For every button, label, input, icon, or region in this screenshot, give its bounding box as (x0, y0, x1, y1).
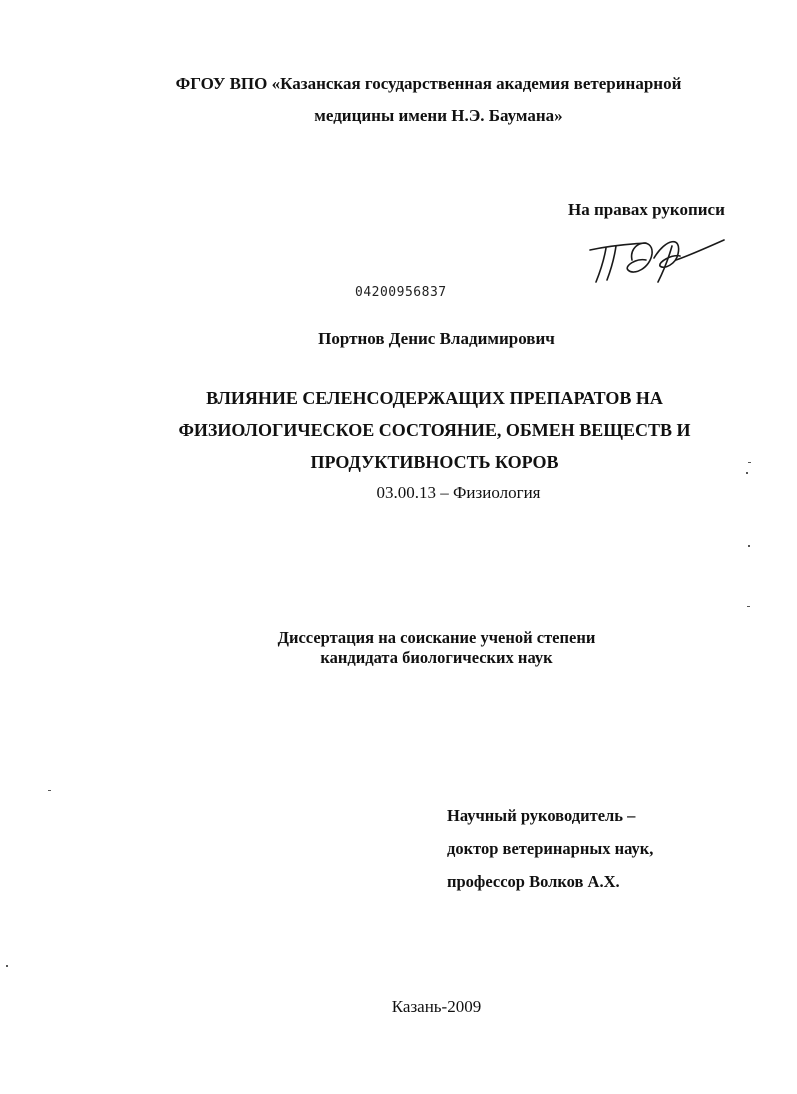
scan-speck (747, 606, 750, 607)
author-name: Портнов Денис Владимирович (318, 329, 555, 348)
scan-speck (748, 462, 751, 463)
dissertation-title-line-3: ПРОДУКТИВНОСТЬ КОРОВ (310, 452, 559, 472)
scan-speck (6, 965, 8, 967)
dissertation-title-line-2: ФИЗИОЛОГИЧЕСКОЕ СОСТОЯНИЕ, ОБМЕН ВЕЩЕСТВ И (178, 420, 691, 440)
manuscript-rights-note: На правах рукописи (568, 200, 725, 219)
registry-number: 04200956837 (355, 285, 447, 300)
degree-line-1: Диссертация на соискание ученой степени (277, 628, 596, 647)
supervisor-degree: доктор ветеринарных наук, (447, 839, 654, 858)
supervisor-role: Научный руководитель – (447, 806, 636, 825)
scan-speck (48, 790, 51, 791)
city-year: Казань-2009 (391, 997, 482, 1016)
scan-speck (746, 472, 748, 474)
institution-name-line-1: ФГОУ ВПО «Казанская государственная академия ветеринарной (175, 74, 682, 93)
institution-name-line-2: медицины имени Н.Э. Баумана» (314, 106, 563, 125)
degree-line-2: кандидата биологических наук (320, 648, 553, 667)
specialty-code: 03.00.13 – Физиология (376, 483, 541, 502)
handwritten-signature (588, 230, 728, 290)
supervisor-name: профессор Волков А.Х. (447, 872, 620, 891)
dissertation-title-line-1: ВЛИЯНИЕ СЕЛЕНСОДЕРЖАЩИХ ПРЕПАРАТОВ НА (206, 388, 663, 408)
scan-speck (748, 545, 750, 547)
